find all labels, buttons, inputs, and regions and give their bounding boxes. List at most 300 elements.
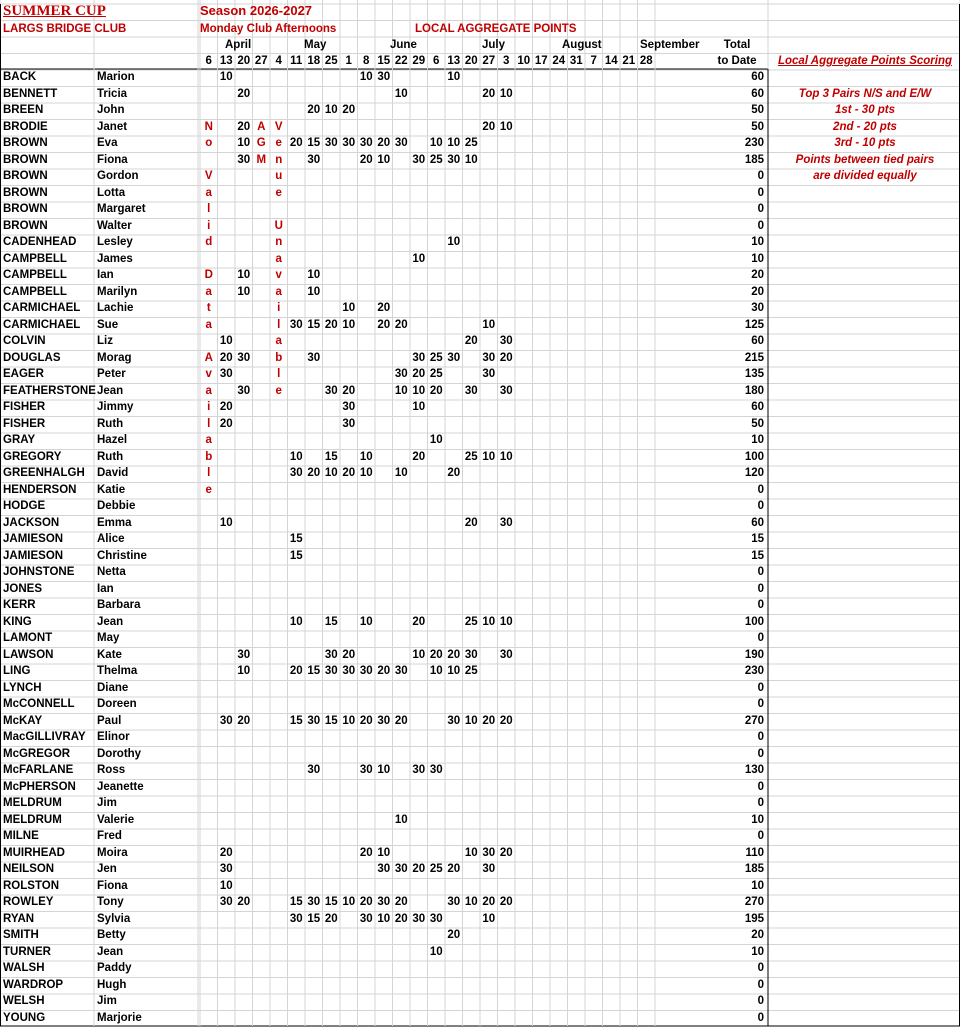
score-cell: 20 bbox=[447, 648, 461, 661]
first-name-cell: Ruth bbox=[97, 417, 124, 430]
first-name-cell: Hugh bbox=[97, 978, 127, 991]
surname-cell: KERR bbox=[3, 599, 36, 611]
vertical-note-char: a bbox=[205, 318, 212, 331]
score-cell: 10 bbox=[447, 236, 461, 248]
score-cell: 20 bbox=[342, 104, 356, 116]
first-name-cell: Fiona bbox=[97, 879, 128, 892]
first-name-cell: Marion bbox=[97, 71, 135, 83]
score-cell: 15 bbox=[307, 665, 321, 677]
first-name-cell: Jimmy bbox=[97, 401, 134, 413]
score-cell: 20 bbox=[394, 912, 408, 925]
surname-cell: GRAY bbox=[3, 434, 36, 446]
total-cell: 50 bbox=[751, 104, 764, 116]
first-name-cell: Jim bbox=[97, 995, 117, 1007]
vertical-note-char: a bbox=[205, 285, 212, 298]
month-label: June bbox=[390, 39, 417, 51]
total-cell: 230 bbox=[744, 665, 764, 677]
vertical-note-char: a bbox=[205, 186, 212, 199]
surname-cell: LING bbox=[3, 665, 31, 677]
first-name-cell: Kate bbox=[97, 648, 122, 661]
vertical-note-char: i bbox=[277, 302, 281, 314]
first-name-cell: Gordon bbox=[97, 170, 139, 182]
total-cell: 60 bbox=[751, 516, 764, 529]
surname-cell: BRODIE bbox=[3, 120, 48, 133]
club-name: LARGS BRIDGE CLUB bbox=[3, 23, 127, 35]
first-name-cell: Fred bbox=[97, 830, 122, 842]
surname-cell: LYNCH bbox=[3, 681, 42, 694]
first-name-cell: Margaret bbox=[97, 203, 146, 215]
first-name-cell: Liz bbox=[97, 335, 113, 347]
score-cell: 30 bbox=[289, 912, 303, 925]
score-cell: 30 bbox=[219, 896, 233, 908]
total-header: Total bbox=[723, 39, 751, 51]
date-header: 10 bbox=[517, 55, 531, 67]
season-label: Season 2026-2027 bbox=[200, 3, 313, 18]
score-cell: 30 bbox=[482, 863, 496, 875]
score-cell: 20 bbox=[219, 417, 233, 430]
total-cell: 215 bbox=[744, 351, 764, 364]
score-cell: 20 bbox=[464, 516, 478, 529]
score-cell: 30 bbox=[342, 665, 356, 677]
first-name-cell: Jean bbox=[97, 945, 124, 958]
total-cell: 10 bbox=[751, 813, 764, 826]
date-header: 4 bbox=[275, 55, 282, 67]
surname-cell: WARDROP bbox=[3, 978, 64, 991]
surname-cell: BREEN bbox=[3, 104, 44, 116]
surname-cell: ROWLEY bbox=[3, 896, 54, 908]
first-name-cell: Debbie bbox=[97, 500, 136, 512]
score-cell: 10 bbox=[289, 615, 303, 628]
surname-cell: McFARLANE bbox=[3, 764, 74, 776]
first-name-cell: Ross bbox=[97, 764, 126, 776]
surname-cell: BROWN bbox=[3, 170, 48, 182]
score-cell: 30 bbox=[377, 896, 391, 908]
score-cell: 10 bbox=[447, 665, 461, 677]
surname-cell: BROWN bbox=[3, 203, 48, 215]
first-name-cell: Lesley bbox=[97, 236, 133, 248]
score-cell: 30 bbox=[219, 714, 233, 727]
surname-cell: MELDRUM bbox=[3, 797, 62, 809]
first-name-cell: Ian bbox=[97, 582, 114, 595]
first-name-cell: Lotta bbox=[97, 186, 126, 199]
score-cell: 30 bbox=[237, 153, 251, 166]
score-cell: 30 bbox=[289, 467, 303, 479]
score-cell: 30 bbox=[394, 863, 408, 875]
date-header: 13 bbox=[219, 55, 233, 67]
total-cell: 0 bbox=[757, 797, 764, 809]
total-cell: 50 bbox=[751, 120, 764, 133]
surname-cell: CAMPBELL bbox=[3, 285, 67, 298]
total-cell: 125 bbox=[744, 318, 764, 331]
surname-cell: MELDRUM bbox=[3, 813, 62, 826]
month-label: August bbox=[562, 39, 602, 51]
date-header: 14 bbox=[604, 55, 618, 67]
surname-cell: FEATHERSTONE bbox=[3, 384, 96, 397]
score-cell: 10 bbox=[237, 285, 251, 298]
score-cell: 10 bbox=[377, 912, 391, 925]
score-cell: 20 bbox=[289, 665, 303, 677]
total-cell: 120 bbox=[744, 467, 764, 479]
total-cell: 0 bbox=[757, 632, 764, 644]
first-name-cell: Ian bbox=[97, 269, 114, 281]
surname-cell: GREENHALGH bbox=[3, 467, 85, 479]
score-cell: 30 bbox=[359, 665, 373, 677]
first-name-cell: Jeanette bbox=[97, 780, 144, 793]
total-cell: 0 bbox=[757, 186, 764, 199]
total-cell: 10 bbox=[751, 434, 764, 446]
score-cell: 15 bbox=[324, 896, 338, 908]
total-cell: 0 bbox=[757, 1011, 764, 1024]
surname-cell: KING bbox=[3, 615, 32, 628]
total-cell: 0 bbox=[757, 731, 764, 743]
score-cell: 15 bbox=[307, 318, 321, 331]
score-cell: 20 bbox=[482, 120, 496, 133]
score-cell: 30 bbox=[377, 863, 391, 875]
score-cell: 30 bbox=[359, 912, 373, 925]
score-cell: 30 bbox=[447, 714, 461, 727]
score-cell: 30 bbox=[307, 896, 321, 908]
score-cell: 10 bbox=[394, 87, 408, 100]
score-cell: 10 bbox=[482, 450, 496, 463]
score-cell: 30 bbox=[342, 137, 356, 149]
score-cell: 25 bbox=[429, 368, 443, 380]
date-header: 24 bbox=[552, 55, 566, 67]
score-cell: 20 bbox=[447, 863, 461, 875]
score-cell: 10 bbox=[237, 665, 251, 677]
total-cell: 15 bbox=[751, 549, 764, 562]
score-cell: 10 bbox=[237, 269, 251, 281]
vertical-note-char: a bbox=[205, 384, 212, 397]
first-name-cell: Lachie bbox=[97, 302, 134, 314]
score-cell: 10 bbox=[412, 648, 426, 661]
first-name-cell: Janet bbox=[97, 120, 128, 133]
score-cell: 10 bbox=[359, 467, 373, 479]
score-cell: 10 bbox=[447, 137, 461, 149]
vertical-note-char: i bbox=[207, 219, 211, 232]
total-cell: 0 bbox=[757, 500, 764, 512]
first-name-cell: David bbox=[97, 467, 129, 479]
total-cell: 0 bbox=[757, 582, 764, 595]
surname-cell: FISHER bbox=[3, 417, 46, 430]
score-cell: 20 bbox=[499, 351, 513, 364]
score-cell: 30 bbox=[359, 764, 373, 776]
date-header: 21 bbox=[622, 55, 636, 67]
score-cell: 20 bbox=[307, 467, 321, 479]
surname-cell: BROWN bbox=[3, 137, 48, 149]
score-cell: 10 bbox=[412, 401, 426, 413]
first-name-cell: James bbox=[97, 252, 133, 265]
surname-cell: CARMICHAEL bbox=[3, 302, 81, 314]
score-cell: 30 bbox=[464, 648, 478, 661]
score-cell: 20 bbox=[377, 302, 391, 314]
score-cell: 10 bbox=[464, 714, 478, 727]
surname-cell: CAMPBELL bbox=[3, 269, 67, 281]
total-cell: 0 bbox=[757, 780, 764, 793]
score-cell: 10 bbox=[324, 467, 338, 479]
surname-cell: RYAN bbox=[3, 912, 35, 925]
score-cell: 30 bbox=[324, 137, 338, 149]
score-cell: 15 bbox=[307, 912, 321, 925]
month-label: April bbox=[225, 39, 252, 51]
date-header: 28 bbox=[639, 55, 653, 67]
score-cell: 10 bbox=[499, 120, 513, 133]
total-cell: 60 bbox=[751, 71, 764, 83]
score-cell: 10 bbox=[219, 516, 233, 529]
score-cell: 10 bbox=[342, 318, 356, 331]
score-cell: 30 bbox=[219, 863, 233, 875]
total-cell: 190 bbox=[744, 648, 764, 661]
date-header: 29 bbox=[412, 55, 426, 67]
first-name-cell: Barbara bbox=[97, 599, 141, 611]
score-cell: 20 bbox=[324, 912, 338, 925]
first-name-cell: Dorothy bbox=[97, 747, 142, 760]
score-cell: 20 bbox=[342, 648, 356, 661]
score-cell: 10 bbox=[499, 450, 513, 463]
total-cell: 0 bbox=[757, 830, 764, 842]
vertical-note-char: G bbox=[256, 137, 266, 149]
score-cell: 20 bbox=[342, 467, 356, 479]
score-cell: 25 bbox=[464, 450, 478, 463]
score-cell: 20 bbox=[359, 714, 373, 727]
vertical-note-char: a bbox=[205, 434, 212, 446]
score-cell: 30 bbox=[324, 648, 338, 661]
total-cell: 100 bbox=[744, 450, 764, 463]
scoring-line: 1st - 30 pts bbox=[834, 104, 896, 116]
score-cell: 10 bbox=[394, 813, 408, 826]
score-cell: 20 bbox=[429, 648, 443, 661]
session-subtitle: Monday Club Afternoons bbox=[200, 23, 337, 35]
score-cell: 20 bbox=[412, 368, 426, 380]
surname-cell: McCONNELL bbox=[3, 698, 75, 710]
first-name-cell: Tony bbox=[97, 896, 124, 908]
score-cell: 20 bbox=[219, 846, 233, 859]
total-cell: 50 bbox=[751, 417, 764, 430]
date-header: 17 bbox=[534, 55, 548, 67]
vertical-note-char: e bbox=[275, 384, 282, 397]
first-name-cell: Morag bbox=[97, 351, 132, 364]
score-cell: 30 bbox=[447, 351, 461, 364]
score-cell: 30 bbox=[499, 335, 513, 347]
score-cell: 10 bbox=[394, 467, 408, 479]
score-cell: 30 bbox=[307, 764, 321, 776]
total-cell: 130 bbox=[744, 764, 764, 776]
score-cell: 30 bbox=[499, 648, 513, 661]
first-name-cell: Katie bbox=[97, 483, 126, 496]
total-cell: 0 bbox=[757, 698, 764, 710]
score-cell: 10 bbox=[359, 615, 373, 628]
score-cell: 10 bbox=[377, 846, 391, 859]
date-header: 8 bbox=[363, 55, 370, 67]
score-cell: 10 bbox=[394, 384, 408, 397]
date-header: 20 bbox=[237, 55, 251, 67]
score-cell: 20 bbox=[412, 450, 426, 463]
score-cell: 30 bbox=[412, 351, 426, 364]
surname-cell: NEILSON bbox=[3, 863, 55, 875]
score-cell: 10 bbox=[307, 285, 321, 298]
surname-cell: MUIRHEAD bbox=[3, 846, 65, 859]
first-name-cell: Thelma bbox=[97, 665, 138, 677]
surname-cell: HENDERSON bbox=[3, 483, 77, 496]
surname-cell: McKAY bbox=[3, 714, 43, 727]
sheet-title: SUMMER CUP bbox=[3, 3, 106, 19]
score-cell: 10 bbox=[377, 153, 391, 166]
vertical-note-char: e bbox=[275, 137, 282, 149]
score-cell: 30 bbox=[307, 351, 321, 364]
vertical-note-char: d bbox=[205, 236, 213, 248]
score-cell: 20 bbox=[482, 714, 496, 727]
surname-cell: MILNE bbox=[3, 830, 39, 842]
score-cell: 25 bbox=[464, 615, 478, 628]
vertical-note-char: l bbox=[207, 417, 211, 430]
score-cell: 20 bbox=[237, 120, 251, 133]
surname-cell: LAWSON bbox=[3, 648, 54, 661]
score-cell: 10 bbox=[412, 252, 426, 265]
total-cell: 20 bbox=[751, 929, 764, 941]
score-cell: 10 bbox=[429, 434, 443, 446]
surname-cell: BROWN bbox=[3, 219, 48, 232]
score-cell: 30 bbox=[429, 912, 443, 925]
surname-cell: MacGILLIVRAY bbox=[3, 731, 86, 743]
date-header: 6 bbox=[433, 55, 440, 67]
scoring-line: Top 3 Pairs N/S and E/W bbox=[798, 88, 932, 100]
score-cell: 30 bbox=[219, 368, 233, 380]
total-cell: 185 bbox=[744, 863, 764, 875]
first-name-cell: Jim bbox=[97, 797, 117, 809]
score-cell: 20 bbox=[429, 384, 443, 397]
first-name-cell: Walter bbox=[97, 219, 132, 232]
points-title: LOCAL AGGREGATE POINTS bbox=[415, 23, 577, 35]
vertical-note-char: o bbox=[205, 137, 213, 149]
score-cell: 20 bbox=[359, 846, 373, 859]
score-cell: 20 bbox=[377, 318, 391, 331]
score-cell: 20 bbox=[237, 896, 251, 908]
total-cell: 270 bbox=[744, 714, 764, 727]
total-header-sub: to Date bbox=[717, 55, 757, 67]
vertical-note-char: A bbox=[257, 120, 266, 133]
score-cell: 20 bbox=[412, 615, 426, 628]
score-cell: 30 bbox=[324, 384, 338, 397]
total-cell: 60 bbox=[751, 401, 764, 413]
score-cell: 20 bbox=[499, 896, 513, 908]
vertical-note-char: u bbox=[275, 170, 283, 182]
score-cell: 10 bbox=[219, 71, 233, 83]
first-name-cell: Marilyn bbox=[97, 285, 138, 298]
surname-cell: BENNETT bbox=[3, 87, 58, 100]
score-cell: 10 bbox=[307, 269, 321, 281]
score-cell: 10 bbox=[412, 384, 426, 397]
score-cell: 30 bbox=[307, 153, 321, 166]
score-cell: 20 bbox=[377, 137, 391, 149]
score-cell: 30 bbox=[377, 71, 391, 83]
total-cell: 195 bbox=[744, 912, 764, 925]
score-cell: 10 bbox=[289, 450, 303, 463]
vertical-note-char: e bbox=[275, 186, 282, 199]
vertical-note-char: n bbox=[275, 153, 283, 166]
date-header: 25 bbox=[324, 55, 338, 67]
surname-cell: COLVIN bbox=[3, 335, 46, 347]
first-name-cell: Alice bbox=[97, 533, 125, 545]
score-cell: 10 bbox=[342, 714, 356, 727]
first-name-cell: Betty bbox=[97, 929, 126, 941]
surname-cell: GREGORY bbox=[3, 450, 62, 463]
scoring-line: 3rd - 10 pts bbox=[834, 137, 896, 149]
score-cell: 10 bbox=[482, 615, 496, 628]
score-cell: 20 bbox=[219, 401, 233, 413]
surname-cell: LAMONT bbox=[3, 632, 53, 644]
total-cell: 15 bbox=[751, 533, 764, 545]
date-header: 11 bbox=[290, 55, 303, 67]
score-cell: 10 bbox=[499, 87, 513, 100]
score-cell: 10 bbox=[499, 615, 513, 628]
date-header: 7 bbox=[590, 55, 597, 67]
score-cell: 25 bbox=[429, 863, 443, 875]
vertical-note-char: A bbox=[204, 351, 213, 364]
score-cell: 10 bbox=[464, 153, 478, 166]
score-cell: 10 bbox=[359, 71, 373, 83]
surname-cell: BROWN bbox=[3, 153, 48, 166]
score-cell: 20 bbox=[394, 714, 408, 727]
first-name-cell: Jen bbox=[97, 863, 117, 875]
vertical-note-char: t bbox=[206, 302, 211, 314]
date-header: 13 bbox=[447, 55, 461, 67]
score-cell: 30 bbox=[307, 714, 321, 727]
vertical-note-char: l bbox=[277, 368, 281, 380]
surname-cell: CAMPBELL bbox=[3, 252, 67, 265]
total-cell: 60 bbox=[751, 87, 764, 100]
score-cell: 30 bbox=[429, 764, 443, 776]
month-label: May bbox=[304, 39, 327, 51]
score-cell: 30 bbox=[394, 368, 408, 380]
score-cell: 20 bbox=[482, 87, 496, 100]
score-cell: 15 bbox=[289, 533, 303, 545]
vertical-note-char: v bbox=[275, 269, 282, 281]
first-name-cell: Jean bbox=[97, 384, 124, 397]
vertical-note-char: U bbox=[274, 219, 283, 232]
vertical-note-char: e bbox=[205, 483, 212, 496]
score-cell: 10 bbox=[482, 912, 496, 925]
first-name-cell: Hazel bbox=[97, 434, 128, 446]
score-cell: 30 bbox=[412, 912, 426, 925]
vertical-note-char: n bbox=[275, 236, 283, 248]
total-cell: 0 bbox=[757, 978, 764, 991]
vertical-note-char: N bbox=[204, 120, 213, 133]
score-cell: 20 bbox=[464, 335, 478, 347]
first-name-cell: Netta bbox=[97, 566, 126, 578]
total-cell: 0 bbox=[757, 681, 764, 694]
score-cell: 30 bbox=[359, 137, 373, 149]
first-name-cell: Doreen bbox=[97, 698, 137, 710]
total-cell: 0 bbox=[757, 962, 764, 974]
score-cell: 20 bbox=[412, 863, 426, 875]
scoring-line: Points between tied pairs bbox=[795, 154, 935, 166]
score-cell: 20 bbox=[377, 665, 391, 677]
first-name-cell: John bbox=[97, 104, 125, 116]
surname-cell: JAMIESON bbox=[3, 533, 64, 545]
total-cell: 10 bbox=[751, 879, 764, 892]
total-cell: 100 bbox=[744, 615, 764, 628]
score-cell: 10 bbox=[324, 104, 338, 116]
score-cell: 30 bbox=[482, 368, 496, 380]
total-cell: 110 bbox=[745, 846, 764, 859]
score-cell: 10 bbox=[342, 302, 356, 314]
score-cell: 30 bbox=[499, 516, 513, 529]
score-cell: 25 bbox=[429, 153, 443, 166]
score-cell: 30 bbox=[289, 318, 303, 331]
total-cell: 10 bbox=[751, 252, 764, 265]
score-cell: 20 bbox=[237, 714, 251, 727]
first-name-cell: Sylvia bbox=[97, 912, 131, 925]
score-cell: 10 bbox=[342, 896, 356, 908]
